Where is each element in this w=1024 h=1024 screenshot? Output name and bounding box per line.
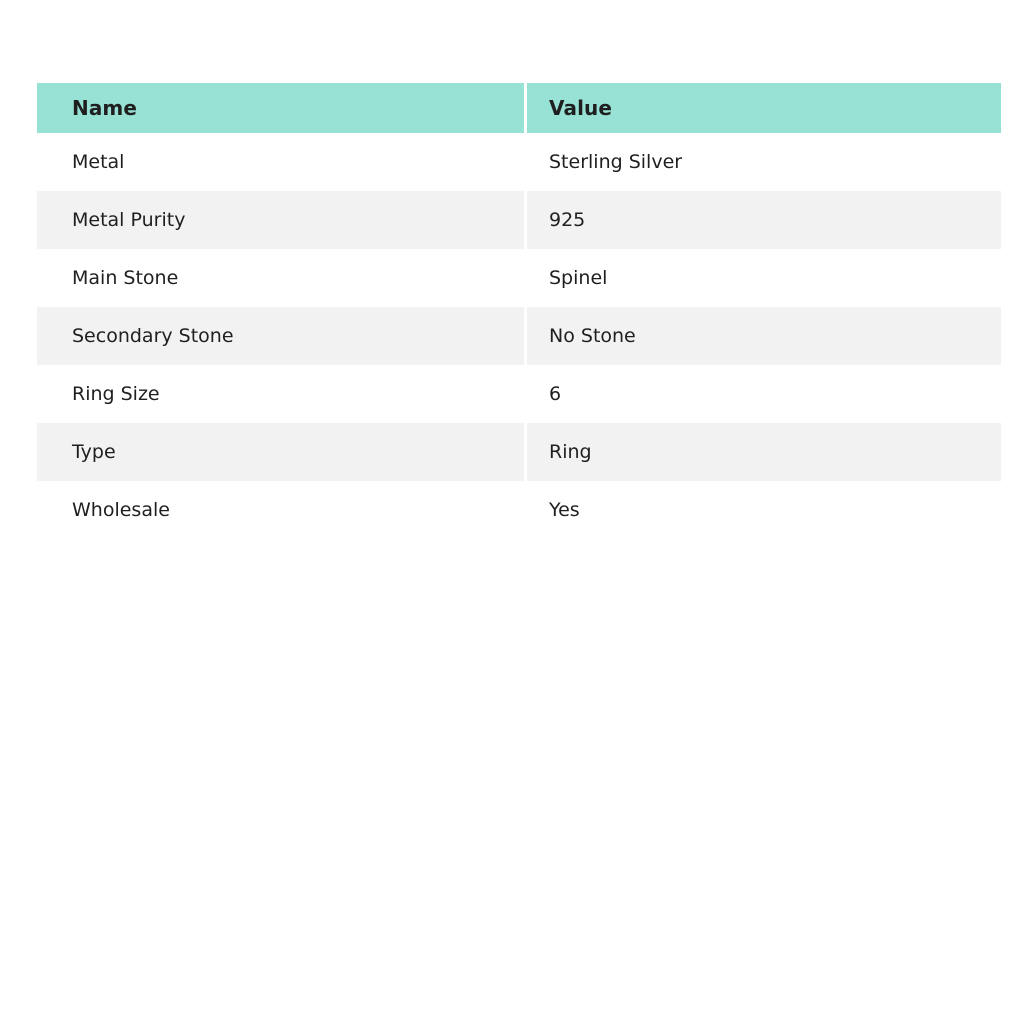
row-value-cell: 925: [524, 191, 1001, 249]
row-name-cell: Wholesale: [37, 481, 524, 539]
table-row: [37, 365, 1001, 423]
column-header-name: Name: [37, 83, 524, 133]
table-row: [37, 423, 1001, 481]
table-body: [37, 133, 1001, 539]
table-row: [37, 191, 1001, 249]
table-header: [37, 83, 1001, 133]
row-name-cell: Secondary Stone: [37, 307, 524, 365]
product-spec-table: [37, 83, 1001, 539]
column-header-value: Value: [524, 83, 1001, 133]
table-row: [37, 481, 1001, 539]
row-value-cell: Sterling Silver: [524, 133, 1001, 191]
row-name-cell: Metal Purity: [37, 191, 524, 249]
row-value-cell: Yes: [524, 481, 1001, 539]
row-name-cell: Main Stone: [37, 249, 524, 307]
row-value-cell: 6: [524, 365, 1001, 423]
row-value-cell: No Stone: [524, 307, 1001, 365]
table-row: [37, 249, 1001, 307]
row-name-cell: Type: [37, 423, 524, 481]
row-value-cell: Spinel: [524, 249, 1001, 307]
table-row: [37, 133, 1001, 191]
row-value-cell: Ring: [524, 423, 1001, 481]
table-row: [37, 307, 1001, 365]
table-header-row: [37, 83, 1001, 133]
row-name-cell: Metal: [37, 133, 524, 191]
row-name-cell: Ring Size: [37, 365, 524, 423]
